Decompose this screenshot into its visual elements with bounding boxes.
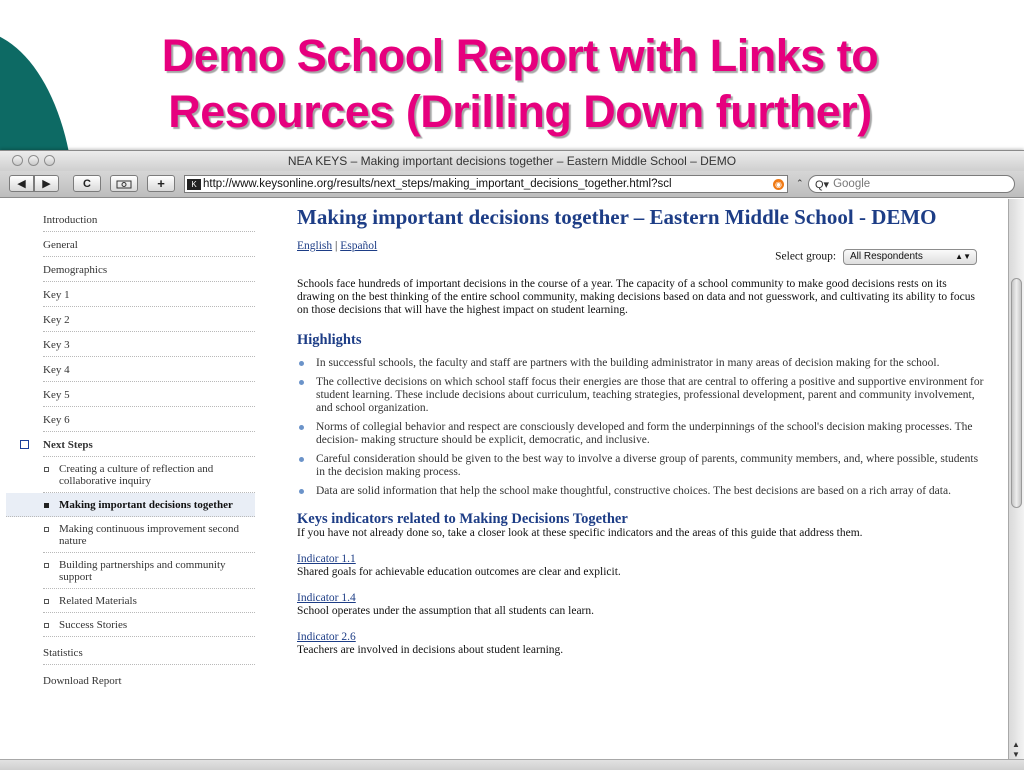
reload-button[interactable]: [73, 175, 101, 192]
page-title: Making important decisions together – Eastern Middle School - DEMO: [297, 205, 937, 229]
sidebar-item-label: Key 2: [43, 314, 70, 326]
sidebar-item-download-report[interactable]: [43, 665, 255, 692]
bullet-dot-icon: [299, 361, 304, 366]
sidebar-subitem-label: Making continuous improvement second nature: [59, 523, 239, 547]
bullet-dot-icon: [299, 425, 304, 430]
address-dropdown-icon[interactable]: ⌃: [796, 178, 804, 188]
list-item: [297, 485, 987, 498]
back-arrow-icon: ◀: [17, 178, 26, 190]
sidebar-item-key-5[interactable]: [43, 382, 255, 407]
sidebar-item-key-6[interactable]: [43, 407, 255, 432]
forward-arrow-icon: ▶: [42, 178, 51, 190]
scroll-down-arrow-icon[interactable]: ▼: [1012, 750, 1020, 759]
group-select[interactable]: [843, 249, 977, 265]
window-titlebar: [0, 151, 1024, 171]
plus-icon: +: [157, 176, 165, 191]
indicator-item: [297, 592, 987, 618]
sidebar-item-label: Key 3: [43, 339, 70, 351]
search-field[interactable]: [808, 175, 1015, 193]
bullet-dot-icon: [299, 457, 304, 462]
sidebar-subitem-label: Creating a culture of reflection and collaborative inquiry: [59, 463, 214, 487]
small-square-bullet-icon: [44, 527, 49, 532]
site-favicon-icon: K: [187, 179, 201, 190]
camera-icon: [116, 179, 132, 189]
group-selector-row: [297, 249, 987, 265]
list-item: [297, 357, 987, 370]
list-item: [297, 421, 987, 447]
page-content: [0, 199, 1008, 759]
sidebar-item-general[interactable]: [43, 232, 255, 257]
small-square-bullet-icon: [44, 623, 49, 628]
sidebar-item-demographics[interactable]: [43, 257, 255, 282]
indicator-item: [297, 631, 987, 657]
sidebar-item-label: Statistics: [43, 647, 83, 659]
sidebar-item-label: Key 4: [43, 364, 70, 376]
window-title: NEA KEYS – Making important decisions together – Eastern Middle School – DEMO: [287, 154, 737, 168]
sidebar-item-statistics[interactable]: [43, 637, 255, 665]
browser-toolbar: [0, 171, 1024, 198]
sidebar-item-key-3[interactable]: [43, 332, 255, 357]
sidebar-item-label: Download Report: [43, 675, 122, 687]
sidebar-item-introduction[interactable]: [43, 207, 255, 232]
small-square-bullet-icon: [44, 563, 49, 568]
indicator-description: Shared goals for achievable education outcomes are clear and explicit.: [297, 566, 621, 578]
address-bar[interactable]: [184, 175, 788, 193]
browser-window: [0, 150, 1024, 769]
sidebar-item-label: Key 6: [43, 414, 70, 426]
indicator-link[interactable]: Indicator 2.6: [297, 631, 356, 643]
sidebar-item-label: Introduction: [43, 214, 98, 226]
indicator-description: Teachers are involved in decisions about student learning.: [297, 644, 564, 656]
sidebar-subitem-label: Related Materials: [59, 595, 137, 607]
screenshot-button[interactable]: [110, 175, 138, 192]
sidebar-item-key-2[interactable]: [43, 307, 255, 332]
highlight-text: In successful schools, the faculty and staff are partners with the building administrator in many areas of decision making for the school.: [316, 357, 940, 369]
vertical-scrollbar[interactable]: [1008, 199, 1024, 759]
sidebar-subitem-label: Making important decisions together: [59, 499, 233, 511]
small-square-bullet-icon: [44, 599, 49, 604]
indicator-link[interactable]: Indicator 1.4: [297, 592, 356, 604]
sidebar-subitem-success-stories[interactable]: [43, 613, 255, 637]
sidebar-item-label: Key 1: [43, 289, 70, 301]
square-bullet-icon: [20, 440, 29, 449]
highlights-heading: Highlights: [297, 332, 362, 348]
indicator-link[interactable]: Indicator 1.1: [297, 553, 356, 565]
bullet-dot-icon: [299, 489, 304, 494]
scrollbar-thumb[interactable]: [1011, 278, 1022, 508]
highlight-text: The collective decisions on which school staff focus their energies are those that are central to offering a positive and supportive environment for student learning. These include decisions about curriculum, teaching strategies, professional development, parent and community involvement, and school organization.: [316, 376, 984, 414]
sidebar-subitem-label: Building partnerships and community support: [59, 559, 226, 583]
select-group-label: Select group:: [775, 250, 837, 263]
highlights-list: [297, 357, 987, 498]
sidebar-subitem-label: Success Stories: [59, 619, 128, 631]
sidebar-subitem-continuous-improvement[interactable]: [43, 517, 255, 553]
sidebar-item-label: Next Steps: [43, 439, 93, 451]
search-icon: Q▾: [815, 178, 830, 191]
list-item: [297, 453, 987, 479]
horizontal-scrollbar[interactable]: [0, 759, 1024, 770]
add-bookmark-button[interactable]: [147, 175, 175, 192]
reload-icon: C: [83, 177, 91, 190]
indicators-intro: If you have not already done so, take a closer look at these specific indicators and the areas of this guide that address them.: [297, 527, 863, 539]
select-arrows-icon: ▲▼: [955, 252, 971, 261]
sidebar-subitem-building-partnerships[interactable]: [43, 553, 255, 589]
scroll-up-arrow-icon[interactable]: ▲: [1012, 740, 1020, 749]
sidebar-item-key-1[interactable]: [43, 282, 255, 307]
indicator-description: School operates under the assumption that all students can learn.: [297, 605, 595, 617]
espanol-link[interactable]: Español: [340, 240, 378, 252]
group-select-value: All Respondents: [850, 251, 923, 262]
intro-paragraph: Schools face hundreds of important decisions in the course of a year. The capacity of a school community to make good decisions rests on its drawing on the best thinking of the entire school community, making decisions based on data and not guesswork, and cultivating its ability to focus on those decisions that will have the highest impact on student learning.: [297, 278, 975, 316]
main-article: [297, 205, 987, 657]
sidebar-item-label: Demographics: [43, 264, 108, 276]
language-separator: |: [335, 240, 338, 252]
indicator-item: [297, 553, 987, 579]
filled-square-bullet-icon: [44, 503, 49, 508]
highlight-text: Careful consideration should be given to the best way to involve a diverse group of parents, community members, and, where possible, students in the decision making process.: [316, 453, 979, 478]
list-item: [297, 376, 987, 415]
sidebar-subitem-making-important-decisions[interactable]: [6, 493, 255, 517]
highlight-text: Data are solid information that help the school make thoughtful, constructive choices. The best decisions are based on a rich array of data.: [316, 485, 951, 497]
indicators-heading: Keys indicators related to Making Decisions Together: [297, 511, 628, 527]
sidebar-item-next-steps[interactable]: [43, 432, 255, 457]
sidebar-nav: [0, 207, 258, 692]
sidebar-subitem-culture-of-reflection[interactable]: [43, 457, 255, 493]
slide-title: Demo School Report with Links to Resources (Drilling Down further): [161, 30, 879, 137]
english-link[interactable]: English: [297, 240, 333, 252]
address-url: http://www.keysonline.org/results/next_steps/making_important_decisions_together.html?scl: [203, 178, 672, 190]
highlight-text: Norms of collegial behavior and respect are consciously developed and form the underpinnings of the school's decision making processes. The decision- making structure should be explicit, democratic, and inclusive.: [316, 421, 973, 446]
forward-button[interactable]: [34, 175, 59, 192]
sidebar-subitem-related-materials[interactable]: [43, 589, 255, 613]
rss-icon[interactable]: ◉: [773, 179, 784, 190]
bullet-dot-icon: [299, 380, 304, 385]
search-placeholder: Google: [833, 178, 871, 190]
small-square-bullet-icon: [44, 467, 49, 472]
sidebar-item-label: General: [43, 239, 78, 251]
sidebar-item-key-4[interactable]: [43, 357, 255, 382]
sidebar-item-label: Key 5: [43, 389, 70, 401]
back-button[interactable]: [9, 175, 34, 192]
